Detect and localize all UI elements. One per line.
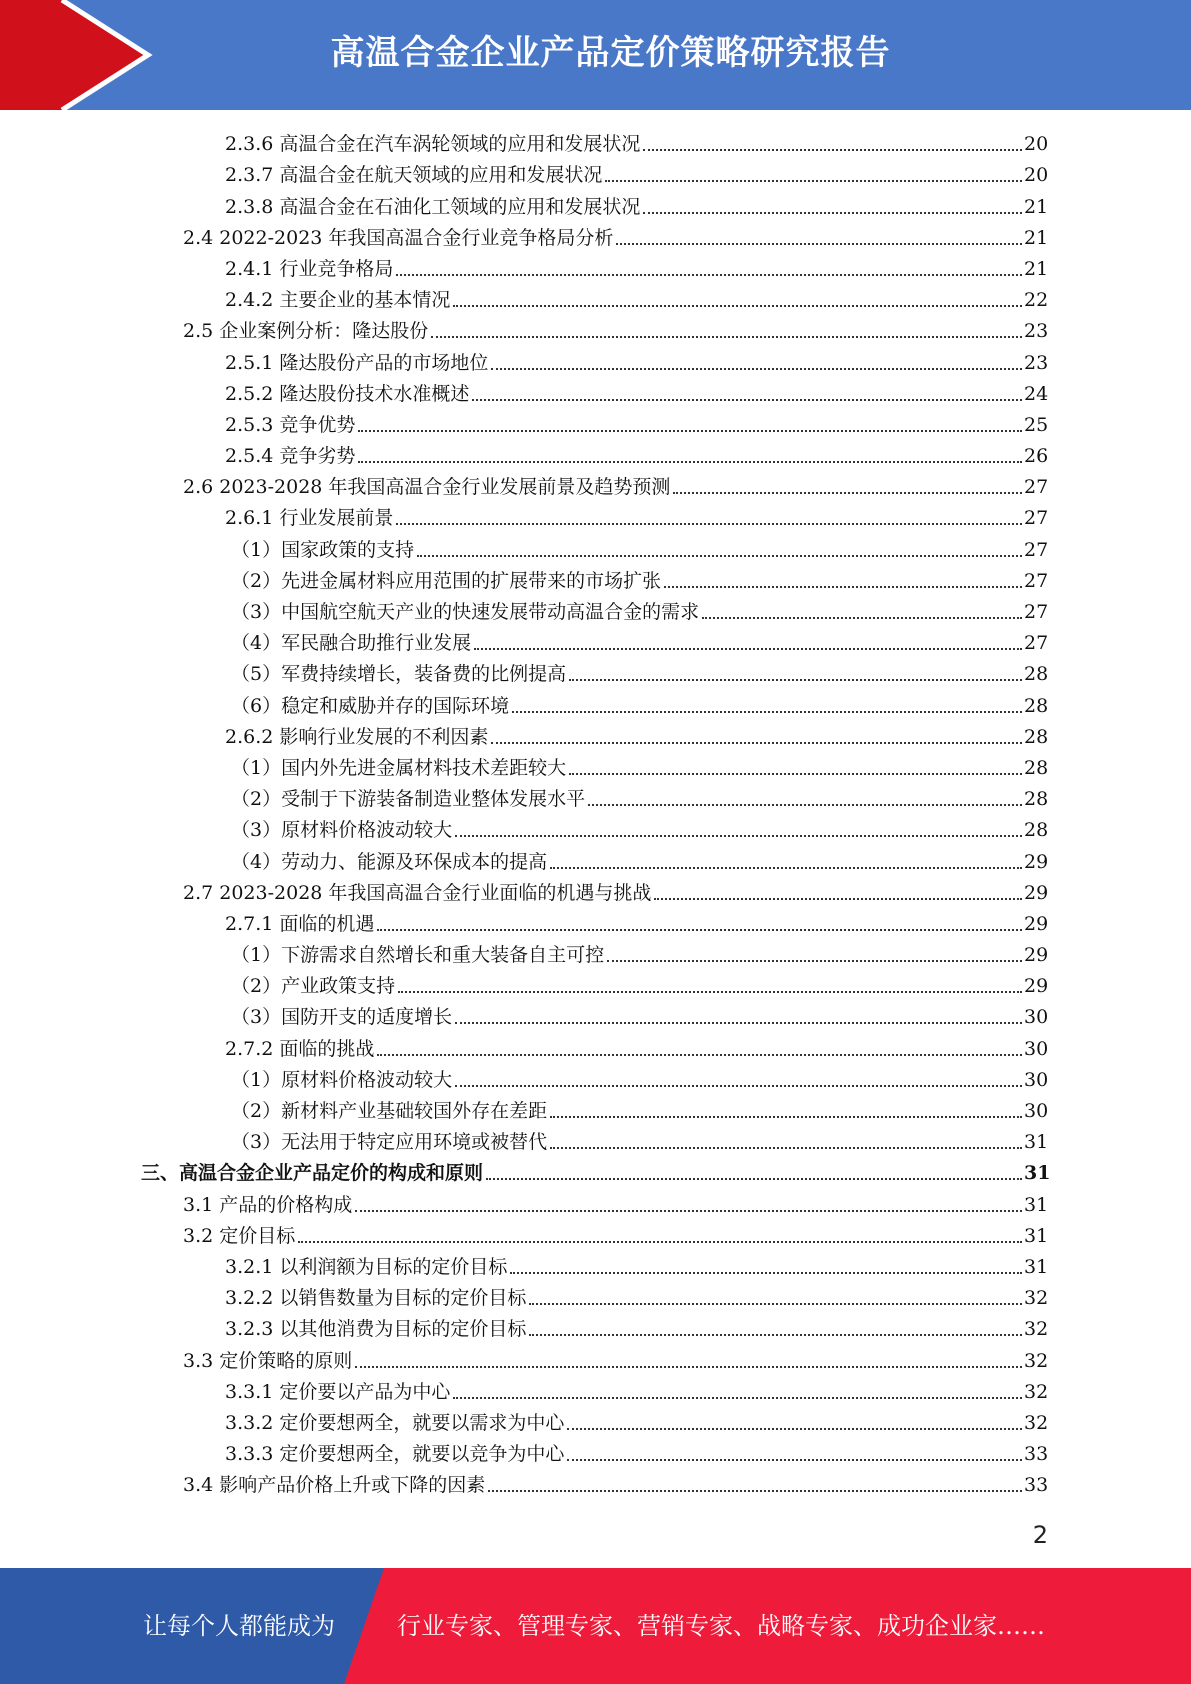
toc-dot-leader (472, 398, 1022, 401)
toc-entry[interactable] (0, 1032, 1191, 1063)
toc-dot-leader (398, 990, 1022, 993)
toc-entry[interactable] (0, 284, 1191, 315)
footer-slogan-left: 让每个人都能成为 (143, 1612, 335, 1640)
toc-entry-title: 3.1 产品的价格构成 (183, 1193, 353, 1216)
toc-dot-leader (529, 1333, 1022, 1336)
toc-page-number: 32 (1024, 1411, 1049, 1434)
toc-entry-title: （4）劳动力、能源及环保成本的提高 (231, 850, 548, 873)
toc-entry[interactable] (0, 222, 1191, 253)
toc-page-number: 30 (1024, 1068, 1049, 1091)
toc-entry[interactable] (0, 1157, 1191, 1188)
toc-page-number: 31 (1024, 1255, 1049, 1278)
toc-page-number: 23 (1024, 320, 1049, 343)
toc-page-number: 27 (1024, 632, 1049, 655)
footer-slogan-right: 行业专家、管理专家、营销专家、战略专家、成功企业家…… (397, 1612, 1045, 1640)
page-footer (0, 1568, 1191, 1684)
toc-page-number: 31 (1024, 1193, 1049, 1216)
toc-page-number: 26 (1024, 445, 1049, 468)
toc-entry-title: （2）产业政策支持 (231, 975, 396, 998)
toc-entry-title: （3）国防开支的适度增长 (231, 1006, 453, 1029)
toc-entry[interactable] (0, 190, 1191, 221)
toc-dot-leader (455, 1084, 1022, 1087)
toc-entry-title: 3.3 定价策略的原则 (183, 1349, 353, 1372)
toc-entry-title: 2.6.2 影响行业发展的不利因素 (225, 725, 489, 748)
toc-entry[interactable] (0, 1126, 1191, 1157)
toc-dot-leader (510, 1271, 1022, 1274)
toc-entry-title: 2.5.4 竞争劣势 (225, 445, 356, 468)
toc-entry[interactable] (0, 596, 1191, 627)
toc-page-number: 21 (1024, 257, 1049, 280)
toc-entry-title: （3）原材料价格波动较大 (231, 819, 453, 842)
toc-entry-title: 3.3.2 定价要想两全，就要以需求为中心 (225, 1411, 565, 1434)
toc-entry-title: 2.5 企业案例分析：隆达股份 (183, 320, 429, 343)
toc-entry[interactable] (0, 533, 1191, 564)
toc-page-number: 28 (1024, 819, 1049, 842)
toc-entry-title: （1）国家政策的支持 (231, 538, 415, 561)
toc-dot-leader (474, 647, 1022, 650)
toc-entry-title: 2.7.2 面临的挑战 (225, 1037, 375, 1060)
report-title: 高温合金企业产品定价策略研究报告 (330, 33, 891, 73)
toc-dot-leader (512, 710, 1022, 713)
toc-dot-leader (605, 179, 1022, 182)
toc-entry[interactable] (0, 1251, 1191, 1282)
page-header (0, 0, 1191, 110)
toc-dot-leader (355, 1209, 1022, 1212)
toc-page-number: 21 (1024, 195, 1049, 218)
toc-page-number: 23 (1024, 351, 1049, 374)
toc-page-number: 30 (1024, 1006, 1049, 1029)
toc-entry-title: 2.4 2022-2023 年我国高温合金行业竞争格局分析 (183, 226, 614, 249)
toc-entry[interactable] (0, 1282, 1191, 1313)
toc-dot-leader (417, 554, 1022, 557)
toc-entry-title: 2.3.8 高温合金在石油化工领域的应用和发展状况 (225, 195, 641, 218)
toc-entry-title: （4）军民融合助推行业发展 (231, 632, 472, 655)
toc-dot-leader (488, 1489, 1022, 1492)
toc-dot-leader (453, 1396, 1022, 1399)
toc-page-number: 30 (1024, 1100, 1049, 1122)
toc-entry[interactable] (0, 939, 1191, 970)
toc-dot-leader (431, 335, 1022, 338)
toc-page-number: 20 (1024, 164, 1049, 187)
toc-page-number: 27 (1024, 476, 1049, 499)
toc-entry-title: （1）国内外先进金属材料技术差距较大 (231, 756, 567, 779)
toc-dot-leader (377, 1053, 1022, 1056)
toc-page-number: 29 (1024, 975, 1049, 998)
toc-entry[interactable] (0, 471, 1191, 502)
toc-dot-leader (455, 834, 1022, 837)
toc-page-number: 32 (1024, 1318, 1049, 1341)
toc-entry-title: （3）中国航空航天产业的快速发展带动高温合金的需求 (231, 601, 700, 623)
toc-dot-leader (673, 491, 1022, 494)
toc-dot-leader (396, 273, 1022, 276)
toc-page-number: 20 (1024, 133, 1049, 156)
toc-entry[interactable] (0, 440, 1191, 471)
toc-entry[interactable] (0, 877, 1191, 908)
toc-entry[interactable] (0, 814, 1191, 845)
toc-entry-title: 2.5.2 隆达股份技术水准概述 (225, 382, 470, 405)
toc-dot-leader (453, 304, 1022, 307)
toc-page-number: 31 (1024, 1224, 1049, 1247)
toc-entry[interactable] (0, 378, 1191, 409)
toc-entry-title: 三、高温合金企业产品定价的构成和原则 (141, 1162, 484, 1185)
toc-page-number: 29 (1024, 912, 1049, 935)
toc-page-number: 21 (1024, 226, 1049, 249)
toc-dot-leader (298, 1240, 1022, 1243)
toc-entry[interactable] (0, 845, 1191, 876)
toc-entry[interactable] (0, 128, 1191, 159)
toc-entry-title: 2.3.6 高温合金在汽车涡轮领域的应用和发展状况 (225, 133, 641, 156)
toc-page-number: 28 (1024, 725, 1049, 748)
toc-page-number: 27 (1024, 507, 1049, 530)
toc-dot-leader (377, 928, 1022, 931)
toc-entry[interactable] (0, 783, 1191, 814)
toc-page-number: 32 (1024, 1380, 1049, 1403)
toc-entry[interactable] (0, 752, 1191, 783)
toc-entry-title: 3.4 影响产品价格上升或下降的因素 (183, 1474, 486, 1497)
toc-page-number: 32 (1024, 1349, 1049, 1372)
toc-page-number: 28 (1024, 694, 1049, 717)
toc-dot-leader (567, 1427, 1022, 1430)
toc-dot-leader (550, 1146, 1022, 1149)
toc-dot-leader (455, 1021, 1022, 1024)
toc-dot-leader (567, 1458, 1022, 1461)
toc-entry[interactable] (0, 689, 1191, 720)
toc-dot-leader (358, 460, 1022, 463)
toc-entry-title: 3.2.2 以销售数量为目标的定价目标 (225, 1287, 527, 1310)
toc-entry-title: （3）无法用于特定应用环境或被替代 (231, 1131, 548, 1154)
toc-entry-title: （2）新材料产业基础较国外存在差距 (231, 1100, 548, 1122)
toc-entry-title: （1）下游需求自然增长和重大装备自主可控 (231, 944, 605, 967)
toc-entry[interactable] (0, 721, 1191, 752)
toc-dot-leader (588, 803, 1022, 806)
toc-page-number: 24 (1024, 382, 1049, 405)
toc-entry[interactable] (0, 1407, 1191, 1438)
toc-entry-title: 2.7 2023-2028 年我国高温合金行业面临的机遇与挑战 (183, 881, 652, 904)
arrow-chevron-icon (0, 0, 160, 110)
toc-entry-title: 2.4.2 主要企业的基本情况 (225, 289, 451, 312)
toc-entry[interactable] (0, 970, 1191, 1001)
toc-dot-leader (569, 772, 1022, 775)
toc-page-number: 27 (1024, 601, 1049, 623)
toc-entry[interactable] (0, 409, 1191, 440)
toc-page-number: 31 (1024, 1131, 1049, 1154)
toc-entry[interactable] (0, 1313, 1191, 1344)
toc-dot-leader (396, 522, 1022, 525)
toc-page-number: 33 (1024, 1474, 1049, 1497)
toc-entry-title: 2.7.1 面临的机遇 (225, 912, 375, 935)
toc-page-number: 30 (1024, 1037, 1049, 1060)
toc-entry[interactable] (0, 346, 1191, 377)
toc-dot-leader (486, 1177, 1022, 1180)
toc-page-number: 32 (1024, 1287, 1049, 1310)
toc-dot-leader (491, 367, 1022, 370)
toc-dot-leader (643, 148, 1022, 151)
page-number: 2 (1032, 1521, 1048, 1549)
toc-dot-leader (654, 897, 1022, 900)
toc-page-number: 28 (1024, 788, 1049, 811)
toc-entry-title: 2.5.1 隆达股份产品的市场地位 (225, 351, 489, 374)
toc-entry-title: 3.3.3 定价要想两全，就要以竞争为中心 (225, 1443, 565, 1466)
toc-entry[interactable] (0, 315, 1191, 346)
toc-dot-leader (616, 242, 1022, 245)
toc-dot-leader (355, 1365, 1022, 1368)
toc-entry[interactable] (0, 1095, 1191, 1126)
toc-dot-leader (643, 211, 1022, 214)
toc-entry-title: 2.4.1 行业竞争格局 (225, 257, 394, 280)
table-of-contents (0, 128, 1191, 1500)
toc-entry-title: （6）稳定和威胁并存的国际环境 (231, 694, 510, 717)
toc-dot-leader (529, 1302, 1022, 1305)
toc-entry[interactable] (0, 565, 1191, 596)
toc-entry[interactable] (0, 1220, 1191, 1251)
toc-entry-title: （2）先进金属材料应用范围的扩展带来的市场扩张 (231, 569, 662, 592)
toc-page-number: 22 (1024, 289, 1049, 312)
toc-page-number: 33 (1024, 1443, 1049, 1466)
toc-entry[interactable] (0, 658, 1191, 689)
toc-entry[interactable] (0, 908, 1191, 939)
toc-page-number: 29 (1024, 944, 1049, 967)
toc-page-number: 31 (1024, 1162, 1051, 1185)
toc-entry-title: （2）受制于下游装备制造业整体发展水平 (231, 788, 586, 811)
toc-page-number: 28 (1024, 663, 1049, 686)
toc-entry-title: 3.3.1 定价要以产品为中心 (225, 1380, 451, 1403)
toc-dot-leader (569, 678, 1022, 681)
toc-entry-title: 2.5.3 竞争优势 (225, 413, 356, 436)
toc-entry-title: （5）军费持续增长，装备费的比例提高 (231, 663, 567, 686)
toc-entry-title: 2.6.1 行业发展前景 (225, 507, 394, 530)
toc-entry-title: 2.6 2023-2028 年我国高温合金行业发展前景及趋势预测 (183, 476, 671, 499)
toc-page-number: 27 (1024, 569, 1049, 592)
toc-entry[interactable] (0, 1064, 1191, 1095)
toc-entry-title: 3.2.3 以其他消费为目标的定价目标 (225, 1318, 527, 1341)
toc-dot-leader (358, 429, 1022, 432)
toc-page-number: 27 (1024, 538, 1049, 561)
toc-entry[interactable] (0, 627, 1191, 658)
toc-entry[interactable] (0, 1344, 1191, 1375)
toc-dot-leader (702, 616, 1022, 619)
toc-dot-leader (607, 959, 1022, 962)
toc-page-number: 29 (1024, 850, 1049, 873)
toc-entry-title: 2.3.7 高温合金在航天领域的应用和发展状况 (225, 164, 603, 187)
toc-page-number: 29 (1024, 881, 1049, 904)
toc-entry[interactable] (0, 1001, 1191, 1032)
toc-entry-title: 3.2 定价目标 (183, 1224, 296, 1247)
toc-entry[interactable] (0, 1376, 1191, 1407)
toc-page-number: 25 (1024, 413, 1049, 436)
toc-dot-leader (491, 741, 1022, 744)
toc-page-number: 28 (1024, 756, 1049, 779)
toc-entry[interactable] (0, 1438, 1191, 1469)
toc-entry-title: 3.2.1 以利润额为目标的定价目标 (225, 1255, 508, 1278)
toc-entry-title: （1）原材料价格波动较大 (231, 1068, 453, 1091)
toc-entry[interactable] (0, 1188, 1191, 1219)
toc-dot-leader (550, 1115, 1022, 1118)
toc-dot-leader (550, 866, 1022, 869)
toc-entry[interactable] (0, 1469, 1191, 1500)
toc-entry[interactable] (0, 253, 1191, 284)
toc-entry[interactable] (0, 159, 1191, 190)
toc-dot-leader (664, 585, 1022, 588)
toc-entry[interactable] (0, 502, 1191, 533)
